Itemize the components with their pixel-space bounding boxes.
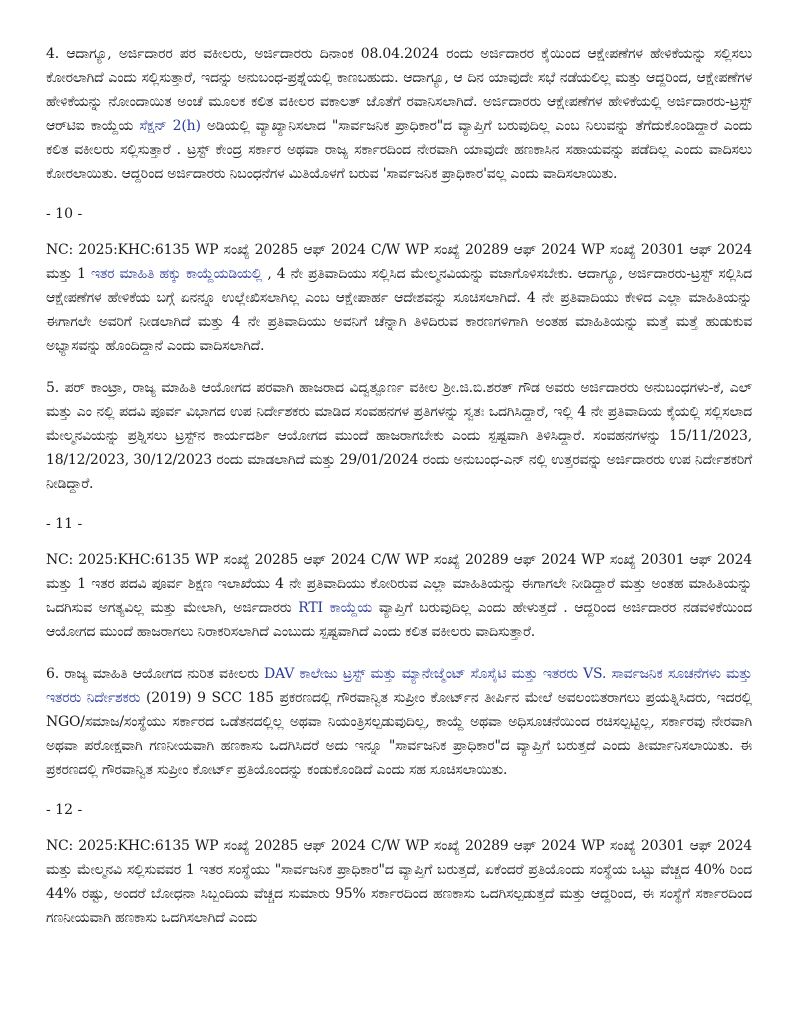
paragraph-6: [46, 662, 752, 782]
paragraph-4: [46, 42, 752, 186]
paragraph-nc-12: NC: 2025:KHC:6135 WP ಸಂಖ್ಯೆ 20285 ಆಫ್ 2024 C/W WP ಸಂಖ್ಯೆ 20289 ಆಫ್ 2024 WP ಸಂಖ್ಯೆ 20301 ಆಫ್ 2024 ಮತ್ತು ಮೇಲ್ಮನವಿ ಸಲ್ಲಿಸುವವರ 1 ಇತರ ಸಂಸ್ಥೆಯು "ಸಾರ್ವಜನಿಕ ಪ್ರಾಧಿಕಾರ"ದ ವ್ಯಾಪ್ತಿಗೆ ಬರುತ್ತದೆ, ಏಕೆಂದರೆ ಪ್ರತಿಯೊಂದು ಸಂಸ್ಥೆಯ ಒಟ್ಟು ವೆಚ್ಚದ 40% ರಿಂದ 44% ರಷ್ಟು, ಅಂದರೆ ಬೋಧನಾ ಸಿಬ್ಬಂದಿಯ ವೆಚ್ಚದ ಸುಮಾರು 95% ಸರ್ಕಾರದಿಂದ ಹಣಕಾಸು ಒದಗಿಸಲ್ಪಡುತ್ತದೆ ಮತ್ತು ಆದ್ದರಿಂದ, ಈ ಸಂಸ್ಥೆಗೆ ಸರ್ಕಾರದಿಂದ ಗಣನೀಯವಾಗಿ ಹಣಕಾಸು ಒದಗಿಸಲಾಗಿದೆ ಎಂದು: [46, 838, 752, 926]
page-number-11: - 11 -: [46, 516, 83, 532]
paragraph-4-text-2: ಅಡಿಯಲ್ಲಿ ವ್ಯಾಖ್ಯಾನಿಸಲಾದ "ಸಾರ್ವಜನಿಕ ಪ್ರಾಧಿಕಾರ"ದ ವ್ಯಾಪ್ತಿಗೆ ಬರುವುದಿಲ್ಲ ಎಂಬ ನಿಲುವನ್ನು ತೆಗೆದುಕೊಂಡಿದ್ದಾರೆ ಎಂದು ಕಲಿತ ವಕೀಲರು ಸಲ್ಲಿಸುತ್ತಾರೆ . ಟ್ರಸ್ಟ್ ಕೇಂದ್ರ ಸರ್ಕಾರ ಅಥವಾ ರಾಜ್ಯ ಸರ್ಕಾರದಿಂದ ನೇರವಾಗಿ ಯಾವುದೇ ಹಣಕಾಸಿನ ಸಹಾಯವನ್ನು ಪಡೆದಿಲ್ಲ ಎಂದು ವಾದಿಸಲು ಕೋರಲಾಯಿತು. ಆದ್ದರಿಂದ ಅರ್ಜಿದಾರರು ನಿಬಂಧನೆಗಳ ಮಿತಿಯೊಳಗೆ ಬರುವ 'ಸಾರ್ವಜನಿಕ ಪ್ರಾಧಿಕಾರ'ವಲ್ಲ ಎಂದು ವಾದಿಸಲಾಯಿತು.: [46, 118, 753, 182]
page-number-10: - 10 -: [46, 206, 83, 222]
paragraph-nc-11-text-1: NC: 2025:KHC:6135 WP ಸಂಖ್ಯೆ 20285 ಆಫ್ 2024 C/W WP ಸಂಖ್ಯೆ 20289 ಆಫ್ 2024 WP ಸಂಖ್ಯೆ 20301 ಆಫ್ 2024 ಮತ್ತು 1 ಇತರ ಪದವಿ ಪೂರ್ವ ಶಿಕ್ಷಣ ಇಲಾಖೆಯು 4 ನೇ ಪ್ರತಿವಾದಿಯು ಕೋರಿರುವ ಎಲ್ಲಾ ಮಾಹಿತಿಯನ್ನು ಈಗಾಗಲೇ ನೀಡಿದ್ದಾರೆ ಮತ್ತು ಅಂತಹ ಮಾಹಿತಿಯನ್ನು ಒದಗಿಸುವ ಅಗತ್ಯವಿಲ್ಲ ಮತ್ತು ಮೇಲಾಗಿ, ಅರ್ಜಿದಾರರು: [46, 552, 752, 616]
rti-act-link[interactable]: ಇತರ ಮಾಹಿತಿ ಹಕ್ಕು ಕಾಯ್ದೆಯಡಿಯಲ್ಲಿ: [91, 266, 263, 282]
document-page: [46, 42, 752, 930]
paragraph-6-text-1: 6. ರಾಜ್ಯ ಮಾಹಿತಿ ಆಯೋಗದ ನುರಿತ ವಕೀಲರು: [46, 666, 264, 682]
paragraph-nc-10-text-2: , 4 ನೇ ಪ್ರತಿವಾದಿಯು ಸಲ್ಲಿಸಿದ ಮೇಲ್ಮನವಿಯನ್ನು ವಜಾಗೊಳಿಸಬೇಕು. ಆದಾಗ್ಯೂ, ಅರ್ಜಿದಾರರು-ಟ್ರಸ್ಟ್ ಸಲ್ಲಿಸಿದ ಆಕ್ಷೇಪಣೆಗಳ ಹೇಳಿಕೆಯ ಬಗ್ಗೆ ಏನನ್ನೂ ಉಲ್ಲೇಖಿಸಲಾಗಿಲ್ಲ ಎಂಬ ಆಕ್ಷೇಪಾರ್ಹ ಆದೇಶವನ್ನು ಸೂಚಿಸಲಾಗಿದೆ. 4 ನೇ ಪ್ರತಿವಾದಿಯು ಕೇಳಿದ ಎಲ್ಲಾ ಮಾಹಿತಿಯನ್ನು ಈಗಾಗಲೇ ಅವರಿಗೆ ನೀಡಲಾಗಿದೆ ಮತ್ತು 4 ನೇ ಪ್ರತಿವಾದಿಯು ಅವನಿಗೆ ಚೆನ್ನಾಗಿ ತಿಳಿದಿರುವ ಕಾರಣಗಳಿಗಾಗಿ ಅಂತಹ ಮಾಹಿತಿಯನ್ನು ಮತ್ತೆ ಮತ್ತೆ ಹುಡುಕುವ ಅಭ್ಯಾಸವನ್ನು ಹೊಂದಿದ್ದಾನೆ ಎಂದು ವಾದಿಸಲಾಗಿದೆ.: [46, 266, 753, 354]
paragraph-nc-11-text-2: ವ್ಯಾಪ್ತಿಗೆ ಬರುವುದಿಲ್ಲ ಎಂದು ಹೇಳುತ್ತದೆ . ಆದ್ದರಿಂದ ಅರ್ಜಿದಾರರ ನಡವಳಿಕೆಯಿಂದ ಆಯೋಗದ ಮುಂದೆ ಹಾಜರಾಗಲು ನಿರಾಕರಿಸಲಾಗಿದೆ ಎಂಬುದು ಸ್ಪಷ್ಟವಾಗಿದೆ ಎಂದು ಕಲಿತ ವಕೀಲರು ವಾದಿಸುತ್ತಾರೆ.: [46, 600, 752, 640]
section-2h-link[interactable]: ಸೆಕ್ಷನ್ 2(h): [139, 118, 201, 134]
paragraph-nc-10-text-1: NC: 2025:KHC:6135 WP ಸಂಖ್ಯೆ 20285 ಆಫ್ 2024 C/W WP ಸಂಖ್ಯೆ 20289 ಆಫ್ 2024 WP ಸಂಖ್ಯೆ 20301 ಆಫ್ 2024 ಮತ್ತು 1: [46, 242, 752, 282]
dav-college-case-link[interactable]: DAV ಕಾಲೇಜು ಟ್ರಸ್ಟ್ ಮತ್ತು ಮ್ಯಾನೇಜ್ಮೆಂಟ್ ಸೊಸೈಟಿ ಮತ್ತು ಇತರರು VS. ಸಾರ್ವಜನಿಕ ಸೂಚನೆಗಳು ಮತ್ತು ಇತರರು ನಿರ್ದೇಶಕರು: [46, 666, 752, 706]
paragraph-5: 5. ಪರ್ ಕಾಂಟ್ರಾ, ರಾಜ್ಯ ಮಾಹಿತಿ ಆಯೋಗದ ಪರವಾಗಿ ಹಾಜರಾದ ವಿದ್ವತ್ಪೂರ್ಣ ವಕೀಲ ಶ್ರೀ.ಜಿ.ಬಿ.ಶರತ್ ಗೌಡ ಅವರು ಅರ್ಜಿದಾರರು ಅನುಬಂಧಗಳು-ಕೆ, ಎಲ್ ಮತ್ತು ಎಂ ನಲ್ಲಿ ಪದವಿ ಪೂರ್ವ ವಿಭಾಗದ ಉಪ ನಿರ್ದೇಶಕರು ಮಾಡಿದ ಸಂವಹನಗಳ ಪ್ರತಿಗಳನ್ನು ಸ್ವತಃ ಒದಗಿಸಿದ್ದಾರೆ, ಇಲ್ಲಿ 4 ನೇ ಪ್ರತಿವಾದಿಯ ಕೈಯಲ್ಲಿ ಸಲ್ಲಿಸಲಾದ ಮೇಲ್ಮನವಿಯನ್ನು ಪ್ರಶ್ನಿಸಲು ಟ್ರಸ್ಟ್‌ನ ಕಾರ್ಯದರ್ಶಿ ಆಯೋಗದ ಮುಂದೆ ಹಾಜರಾಗಬೇಕು ಎಂದು ಸ್ಪಷ್ಟವಾಗಿ ತಿಳಿಸಿದ್ದಾರೆ. ಸಂವಹನಗಳನ್ನು 15/11/2023, 18/12/2023, 30/12/2023 ರಂದು ಮಾಡಲಾಗಿದೆ ಮತ್ತು 29/01/2024 ರಂದು ಅನುಬಂಧ-ಎನ್ ನಲ್ಲಿ ಉತ್ತರವನ್ನು ಅರ್ಜಿದಾರರು ಉಪ ನಿರ್ದೇಶಕರಿಗೆ ನೀಡಿದ್ದಾರೆ.: [46, 380, 752, 492]
paragraph-4-text-1: 4. ಆದಾಗ್ಯೂ, ಅರ್ಜಿದಾರರ ಪರ ವಕೀಲರು, ಅರ್ಜಿದಾರರು ದಿನಾಂಕ 08.04.2024 ರಂದು ಅರ್ಜಿದಾರರ ಕೈಯಿಂದ ಆಕ್ಷೇಪಣೆಗಳ ಹೇಳಿಕೆಯನ್ನು ಸಲ್ಲಿಸಲು ಕೋರಲಾಗಿದೆ ಎಂದು ಸಲ್ಲಿಸುತ್ತಾರೆ, ಇದನ್ನು ಅನುಬಂಧ-ಪ್ರಶ್ನೆಯಲ್ಲಿ ಕಾಣಬಹುದು. ಆದಾಗ್ಯೂ, ಆ ದಿನ ಯಾವುದೇ ಸಭೆ ನಡೆಯಲಿಲ್ಲ ಮತ್ತು ಆದ್ದರಿಂದ, ಆಕ್ಷೇಪಣೆಗಳ ಹೇಳಿಕೆಯನ್ನು ನೋಂದಾಯಿತ ಅಂಚೆ ಮೂಲಕ ಕಲಿತ ವಕೀಲರ ವಕಾಲತ್ ಜೊತೆಗೆ ರವಾನಿಸಲಾಗಿದೆ. ಅರ್ಜಿದಾರರು ಆಕ್ಷೇಪಣೆಗಳ ಹೇಳಿಕೆಯಲ್ಲಿ ಅರ್ಜಿದಾರರು-ಟ್ರಸ್ಟ್ ಆರ್‌ಟಿಐ ಕಾಯ್ದೆಯ: [46, 46, 752, 134]
paragraph-6-text-2: (2019) 9 SCC 185 ಪ್ರಕರಣದಲ್ಲಿ ಗೌರವಾನ್ವಿತ ಸುಪ್ರೀಂ ಕೋರ್ಟ್‌ನ ತೀರ್ಪಿನ ಮೇಲೆ ಅವಲಂಬಿತರಾಗಲು ಪ್ರಯತ್ನಿಸಿದರು, ಇದರಲ್ಲಿ NGO/ಸಮಾಜ/ಸಂಸ್ಥೆಯು ಸರ್ಕಾರದ ಒಡೆತನದಲ್ಲಿಲ್ಲ ಅಥವಾ ನಿಯಂತ್ರಿಸಲ್ಪಡುವುದಿಲ್ಲ, ಕಾಯ್ದೆ ಅಥವಾ ಅಧಿಸೂಚನೆಯಿಂದ ರಚಿಸಲ್ಪಟ್ಟಿಲ್ಲ, ಸರ್ಕಾರವು ನೇರವಾಗಿ ಅಥವಾ ಪರೋಕ್ಷವಾಗಿ ಗಣನೀಯವಾಗಿ ಹಣಕಾಸು ಒದಗಿಸಿದರೆ ಅದು ಇನ್ನೂ "ಸಾರ್ವಜನಿಕ ಪ್ರಾಧಿಕಾರ"ದ ವ್ಯಾಪ್ತಿಗೆ ಬರುತ್ತದೆ ಎಂದು ತೀರ್ಮಾನಿಸಲಾಯಿತು. ಈ ಪ್ರಕರಣದಲ್ಲಿ ಗೌರವಾನ್ವಿತ ಸುಪ್ರೀಂ ಕೋರ್ಟ್ ಪ್ರತಿಯೊಂದನ್ನು ಕಂಡುಕೊಂಡಿದೆ ಎಂದು ಸಹ ಸೂಚಿಸಲಾಯಿತು.: [46, 690, 752, 778]
page-number-12: - 12 -: [46, 802, 83, 818]
paragraph-nc-11: [46, 548, 752, 644]
paragraph-nc-10: [46, 238, 752, 358]
rti-kayde-link[interactable]: RTI ಕಾಯ್ದೆಯ: [298, 600, 373, 616]
